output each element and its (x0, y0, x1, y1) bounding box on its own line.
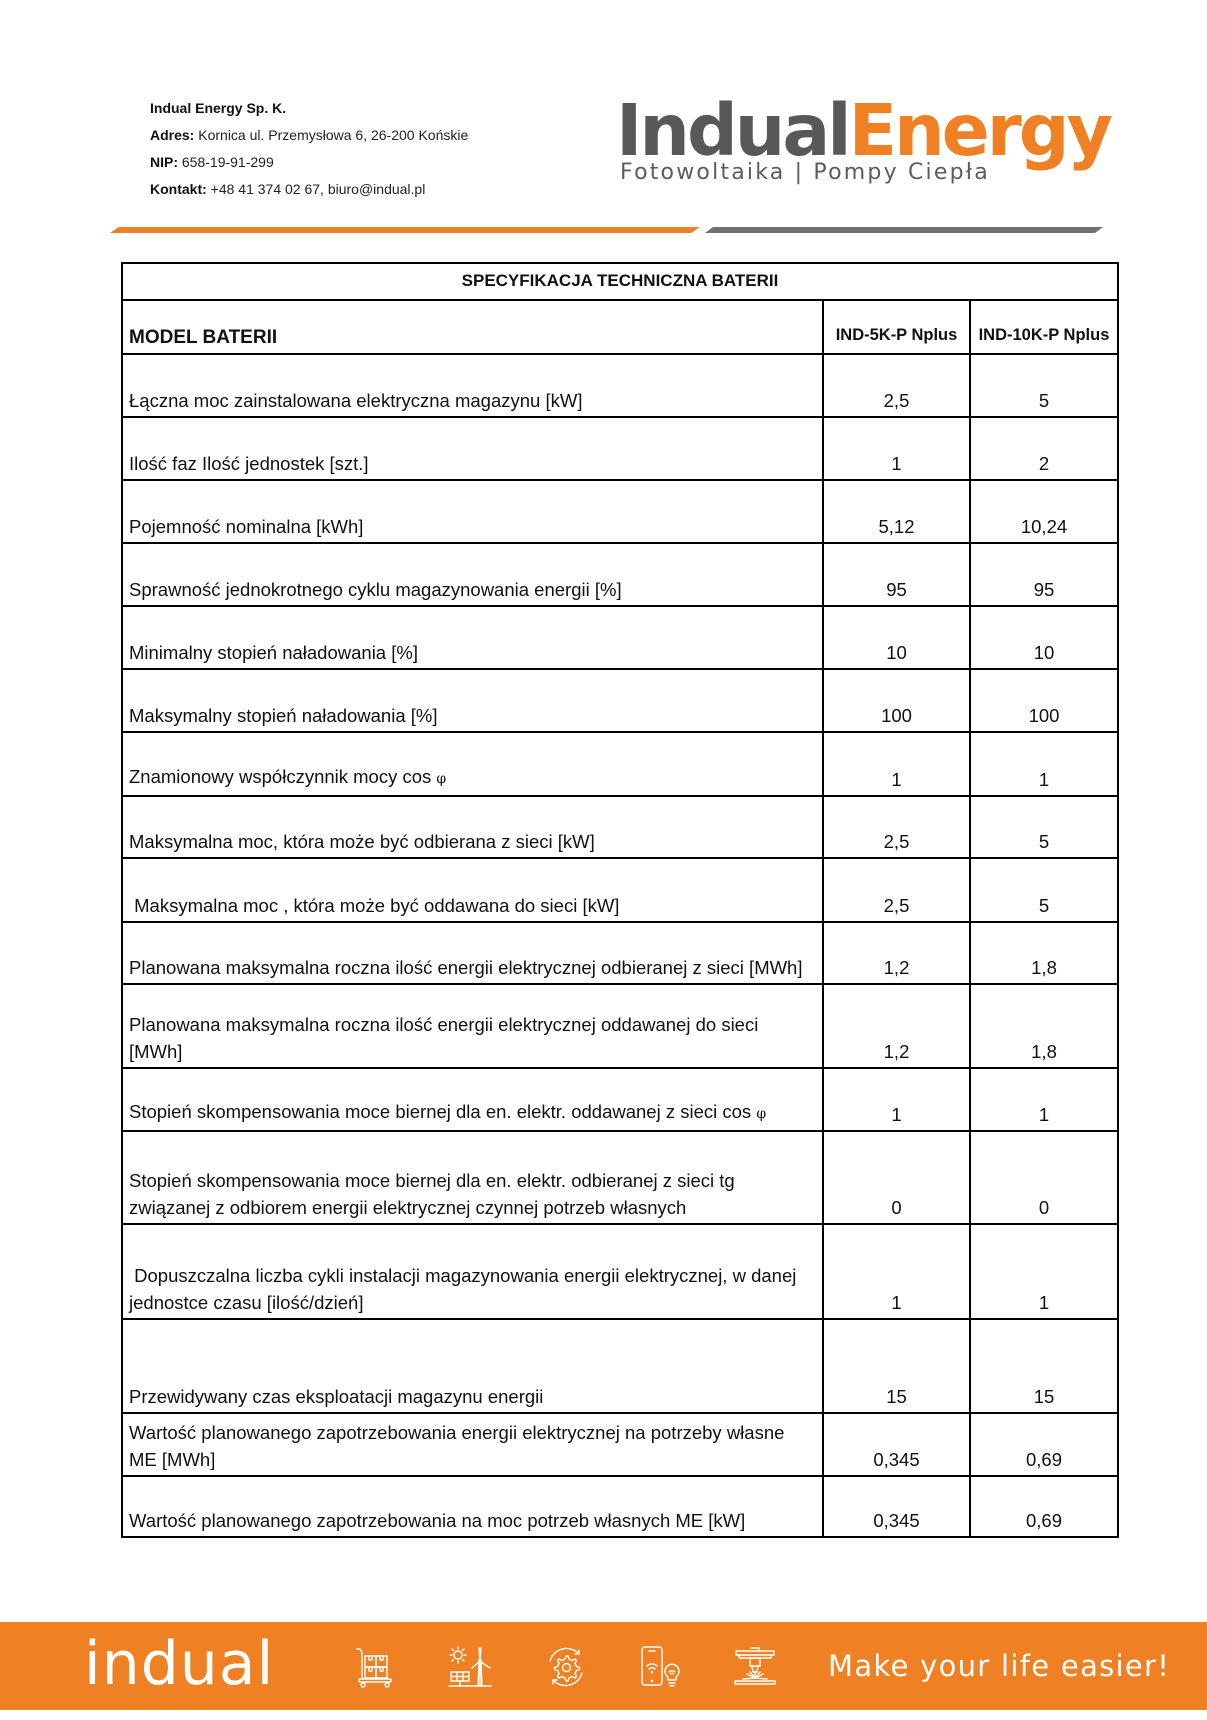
spec-label (122, 858, 823, 922)
spec-label-text: Wartość planowanego zapotrzebowania energii elektrycznej na potrzeby własne ME [MWh] (129, 1422, 790, 1470)
table-row (122, 1319, 1118, 1413)
value-ind-5k: 0,345 (823, 1476, 970, 1537)
value-ind-10k: 1 (970, 1068, 1118, 1131)
value-ind-10k: 95 (970, 543, 1118, 606)
value-ind-5k: 1,2 (823, 922, 970, 984)
value-ind-10k: 5 (970, 858, 1118, 922)
table-row (122, 606, 1118, 669)
spec-label-text: Wartość planowanego zapotrzebowania na moc potrzeb własnych ME [kW] (129, 1510, 746, 1531)
value-ind-10k: 1 (970, 1224, 1118, 1319)
spec-label (122, 1068, 823, 1131)
nip-label: NIP: (150, 154, 178, 170)
spec-label-text: Przewidywany czas eksploatacji magazynu energii (129, 1386, 544, 1407)
header-divider-orange (110, 227, 700, 233)
spec-label (122, 669, 823, 732)
value-ind-5k: 1 (823, 1224, 970, 1319)
phi-symbol: φ (756, 1106, 767, 1122)
spec-label-text: Minimalny stopień naładowania [%] (129, 642, 418, 663)
spec-label (122, 796, 823, 858)
value-ind-5k: 1 (823, 417, 970, 480)
spec-label (122, 1476, 823, 1537)
table-row (122, 922, 1118, 984)
table-title-row (122, 263, 1118, 300)
spec-label-text: Maksymalna moc , która może być oddawana do sieci [kW] (129, 895, 620, 916)
spec-label (122, 417, 823, 480)
footer-band (0, 1622, 1207, 1710)
value-ind-5k: 0,345 (823, 1413, 970, 1476)
value-ind-5k: 2,5 (823, 354, 970, 417)
value-ind-10k: 1 (970, 732, 1118, 796)
table-row (122, 1131, 1118, 1224)
gear-cycle-icon (544, 1646, 588, 1688)
footer-indual-logo: indual (84, 1629, 275, 1699)
spec-label (122, 1224, 823, 1319)
spec-label-text: Planowana maksymalna roczna ilość energii elektrycznej odbieranej z sieci [MWh] (129, 957, 803, 978)
table-title: SPECYFIKACJA TECHNICZNA BATERII (122, 263, 1118, 300)
spec-label-text: Planowana maksymalna roczna ilość energii elektrycznej oddawanej do sieci [MWh] (129, 1014, 764, 1062)
table-row (122, 858, 1118, 922)
value-ind-5k: 10 (823, 606, 970, 669)
table-row (122, 1068, 1118, 1131)
value-ind-10k: 10 (970, 606, 1118, 669)
spec-label-text: Znamionowy współczynnik mocy cos (129, 766, 437, 787)
value-ind-5k: 100 (823, 669, 970, 732)
spec-label (122, 606, 823, 669)
value-ind-5k: 1 (823, 1068, 970, 1131)
value-ind-10k: 1,8 (970, 984, 1118, 1068)
footer-tagline: Make your life easier! (828, 1649, 1171, 1683)
spec-label-text: Stopień skompensowania moce biernej dla en. elektr. oddawanej z sieci cos (129, 1101, 757, 1122)
table-row (122, 480, 1118, 543)
company-name: Indual Energy Sp. K. (150, 100, 287, 116)
value-ind-10k: 1,8 (970, 922, 1118, 984)
table-row (122, 543, 1118, 606)
value-ind-5k: 1 (823, 732, 970, 796)
value-ind-10k: 5 (970, 796, 1118, 858)
model-ind-10k: IND-10K-P Nplus (970, 300, 1118, 354)
hand-truck-boxes-icon (353, 1646, 397, 1688)
spec-label (122, 480, 823, 543)
spec-label (122, 1319, 823, 1413)
value-ind-10k: 5 (970, 354, 1118, 417)
model-label: MODEL BATERII (122, 300, 823, 354)
company-contact: +48 41 374 02 67, biuro@indual.pl (210, 181, 426, 197)
value-ind-5k: 15 (823, 1319, 970, 1413)
logo-part-indual: Indual (616, 89, 849, 172)
header-divider-gray (705, 227, 1103, 233)
value-ind-5k: 95 (823, 543, 970, 606)
table-row (122, 1413, 1118, 1476)
company-address: Kornica ul. Przemysłowa 6, 26-200 Końskie (198, 127, 469, 143)
table-row (122, 354, 1118, 417)
spec-label-text: Sprawność jednokrotnego cyklu magazynowania energii [%] (129, 579, 622, 600)
value-ind-5k: 2,5 (823, 858, 970, 922)
spec-label-text: Maksymalna moc, która może być odbierana z sieci [kW] (129, 831, 595, 852)
company-nip: 658-19-91-299 (181, 154, 274, 170)
spec-label (122, 922, 823, 984)
value-ind-5k: 2,5 (823, 796, 970, 858)
phi-symbol: φ (436, 771, 447, 787)
spec-label (122, 354, 823, 417)
spec-label-text: Pojemność nominalna [kWh] (129, 516, 364, 537)
spec-label-text: Dopuszczalna liczba cykli instalacji magazynowania energii elektrycznej, w danej jednostce czasu [ilość/dzień] (129, 1265, 802, 1313)
indual-energy-logo (616, 86, 1110, 196)
model-ind-5k: IND-5K-P Nplus (823, 300, 970, 354)
cnc-laser-icon (733, 1646, 777, 1688)
value-ind-10k: 100 (970, 669, 1118, 732)
spec-label-text: Łączna moc zainstalowana elektryczna magazynu [kW] (129, 390, 583, 411)
table-row (122, 984, 1118, 1068)
contact-label: Kontakt: (150, 181, 207, 197)
value-ind-10k: 0 (970, 1131, 1118, 1224)
table-row (122, 417, 1118, 480)
spec-label-text: Maksymalny stopień naładowania [%] (129, 705, 438, 726)
table-row (122, 1476, 1118, 1537)
spec-label (122, 732, 823, 796)
battery-spec-table (121, 262, 1119, 1538)
spec-label-text: Stopień skompensowania moce biernej dla en. elektr. odbieranej z sieci tg związanej z odbiorem energii elektrycznej czynnej potrzeb własnych (129, 1170, 740, 1218)
value-ind-5k: 0 (823, 1131, 970, 1224)
value-ind-10k: 15 (970, 1319, 1118, 1413)
value-ind-5k: 1,2 (823, 984, 970, 1068)
solar-wind-icon (448, 1646, 492, 1688)
value-ind-10k: 0,69 (970, 1476, 1118, 1537)
table-header-row (122, 300, 1118, 354)
logo-subtitle: Fotowoltaika | Pompy Ciepła (620, 160, 990, 185)
value-ind-10k: 10,24 (970, 480, 1118, 543)
spec-label-text: Ilość faz Ilość jednostek [szt.] (129, 453, 369, 474)
value-ind-10k: 0,69 (970, 1413, 1118, 1476)
address-label: Adres: (150, 127, 195, 143)
smartphone-bulb-icon (638, 1646, 682, 1688)
spec-label (122, 984, 823, 1068)
spec-label (122, 1131, 823, 1224)
spec-label (122, 1413, 823, 1476)
value-ind-10k: 2 (970, 417, 1118, 480)
table-row (122, 669, 1118, 732)
table-row (122, 732, 1118, 796)
logo-part-energy: Energy (848, 89, 1110, 172)
value-ind-5k: 5,12 (823, 480, 970, 543)
spec-label (122, 543, 823, 606)
table-row (122, 1224, 1118, 1319)
table-row (122, 796, 1118, 858)
